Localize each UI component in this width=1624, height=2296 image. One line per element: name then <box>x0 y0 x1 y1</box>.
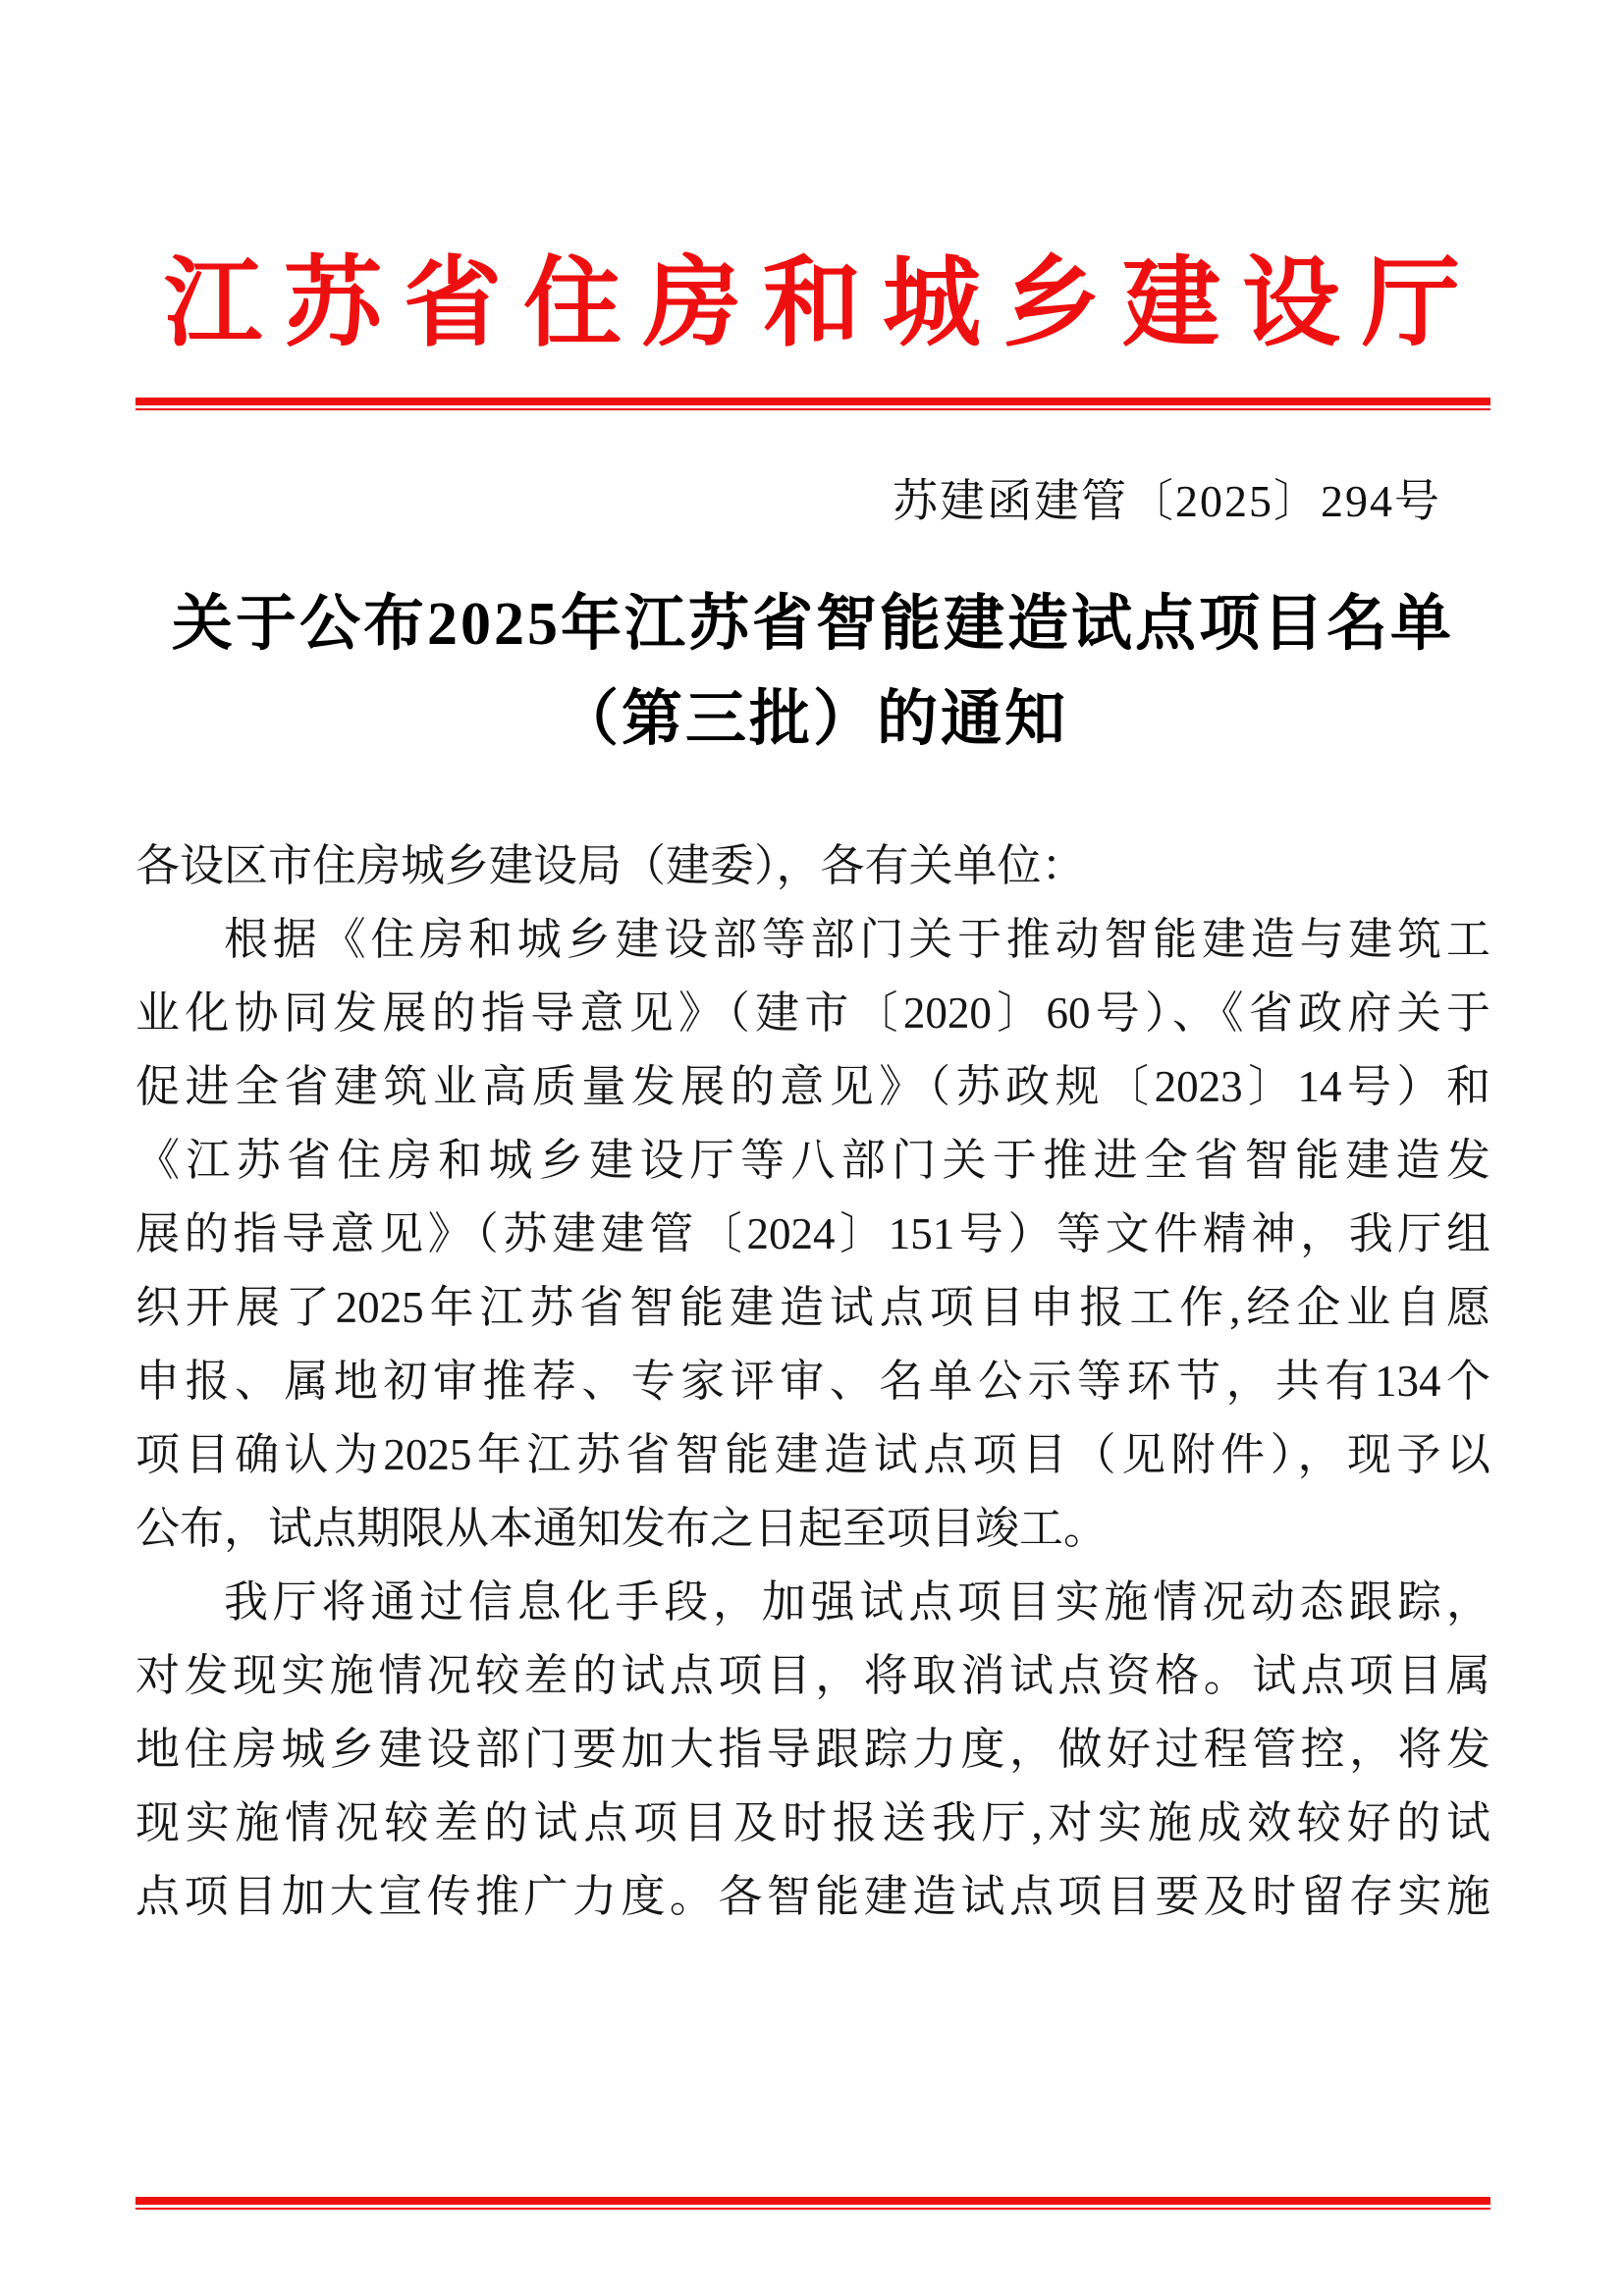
document-body <box>135 829 1490 1934</box>
body-line: 点项目加大宣传推广力度。各智能建造试点项目要及时留存实施 <box>135 1872 1490 1921</box>
body-line: 《江苏省住房和城乡建设厅等八部门关于推进全省智能建造发 <box>135 1136 1490 1185</box>
red-separator-bottom-thick-line <box>135 2197 1490 2205</box>
body-line: 织开展了2025年江苏省智能建造试点项目申报工作,经企业自愿 <box>135 1283 1490 1332</box>
body-line: 各设区市住房城乡建设局（建委），各有关单位： <box>135 841 1086 890</box>
body-line: 地住房城乡建设部门要加大指导跟踪力度，做好过程管控，将发 <box>135 1725 1490 1774</box>
body-line: 根据《住房和城乡建设部等部门关于推动智能建造与建筑工 <box>224 915 1490 964</box>
body-line: 对发现实施情况较差的试点项目，将取消试点资格。试点项目属 <box>135 1651 1490 1700</box>
body-line: 展的指导意见》（苏建建管〔2024〕151号）等文件精神，我厅组 <box>135 1209 1490 1258</box>
document-title-line-2: （第三批）的通知 <box>557 686 1068 753</box>
body-line: 现实施情况较差的试点项目及时报送我厅,对实施成效较好的试 <box>135 1798 1490 1847</box>
red-separator-top-thick-line <box>135 398 1490 405</box>
body-line: 申报、属地初审推荐、专家评审、名单公示等环节，共有134个 <box>135 1357 1490 1406</box>
red-separator-bottom-thin-line <box>135 2208 1490 2210</box>
body-line: 公布，试点期限从本通知发布之日起至项目竣工。 <box>135 1504 1109 1553</box>
document-title-line-1: 关于公布2025年江苏省智能建造试点项目名单 <box>171 591 1454 658</box>
red-separator-top <box>135 398 1490 410</box>
body-line: 业化协同发展的指导意见》（建市〔2020〕60号）、《省政府关于 <box>135 988 1490 1038</box>
agency-header-title: 江苏省住房和城乡建设厅 <box>164 249 1482 358</box>
document-number: 苏建函建管〔2025〕294号 <box>893 476 1441 526</box>
body-line: 项目确认为2025年江苏省智能建造试点项目（见附件），现予以 <box>135 1430 1490 1479</box>
document-title <box>135 577 1490 768</box>
body-line: 促进全省建筑业高质量发展的意见》（苏政规〔2023〕14号）和 <box>135 1062 1490 1111</box>
red-separator-top-thin-line <box>135 408 1490 410</box>
body-line: 我厅将通过信息化手段，加强试点项目实施情况动态跟踪， <box>224 1577 1490 1627</box>
red-separator-bottom <box>135 2197 1490 2210</box>
